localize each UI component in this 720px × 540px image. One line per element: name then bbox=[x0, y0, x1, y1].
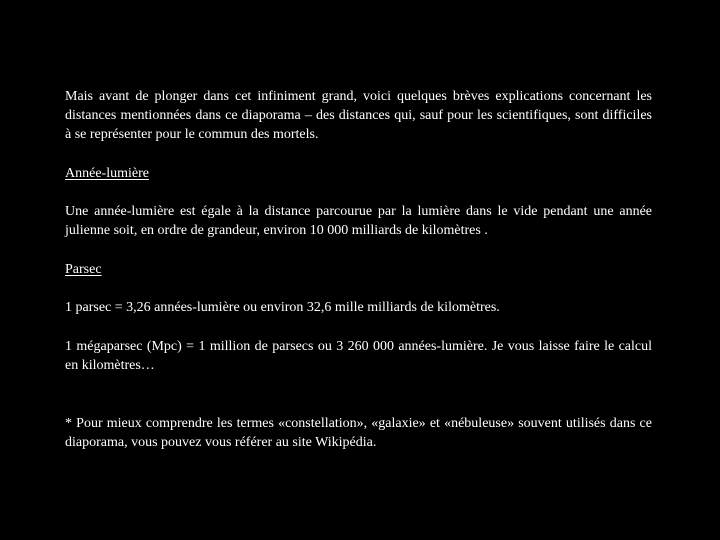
light-year-heading-text: Année-lumière bbox=[65, 166, 149, 181]
light-year-definition: Une année-lumière est égale à la distance parcourue par la lumière dans le vide pendant une année julienne soit, en ordre de grandeur, environ 10 000 milliards de kilomètres . bbox=[65, 204, 652, 238]
megaparsec-definition: 1 mégaparsec (Mpc) = 1 million de parsecs ou 3 260 000 années-lumière. Je vous laisse faire le calcul en kilomètres… bbox=[65, 339, 652, 373]
light-year-heading bbox=[65, 164, 652, 183]
parsec-heading bbox=[65, 260, 652, 279]
parsec-definition: 1 parsec = 3,26 années-lumière ou environ 32,6 mille milliards de kilomètres. bbox=[65, 300, 500, 315]
intro-paragraph: Mais avant de plonger dans cet infiniment grand, voici quelques brèves explications concernant les distances mentionnées dans ce diaporama – des distances qui, sauf pour les scientifiques, sont difficiles à se représenter pour le commun des mortels. bbox=[65, 89, 652, 142]
parsec-heading-text: Parsec bbox=[65, 262, 102, 277]
footnote: * Pour mieux comprendre les termes «constellation», «galaxie» et «nébuleuse» souvent utilisés dans ce diaporama, vous pouvez vous référer au site Wikipédia. bbox=[65, 416, 652, 450]
